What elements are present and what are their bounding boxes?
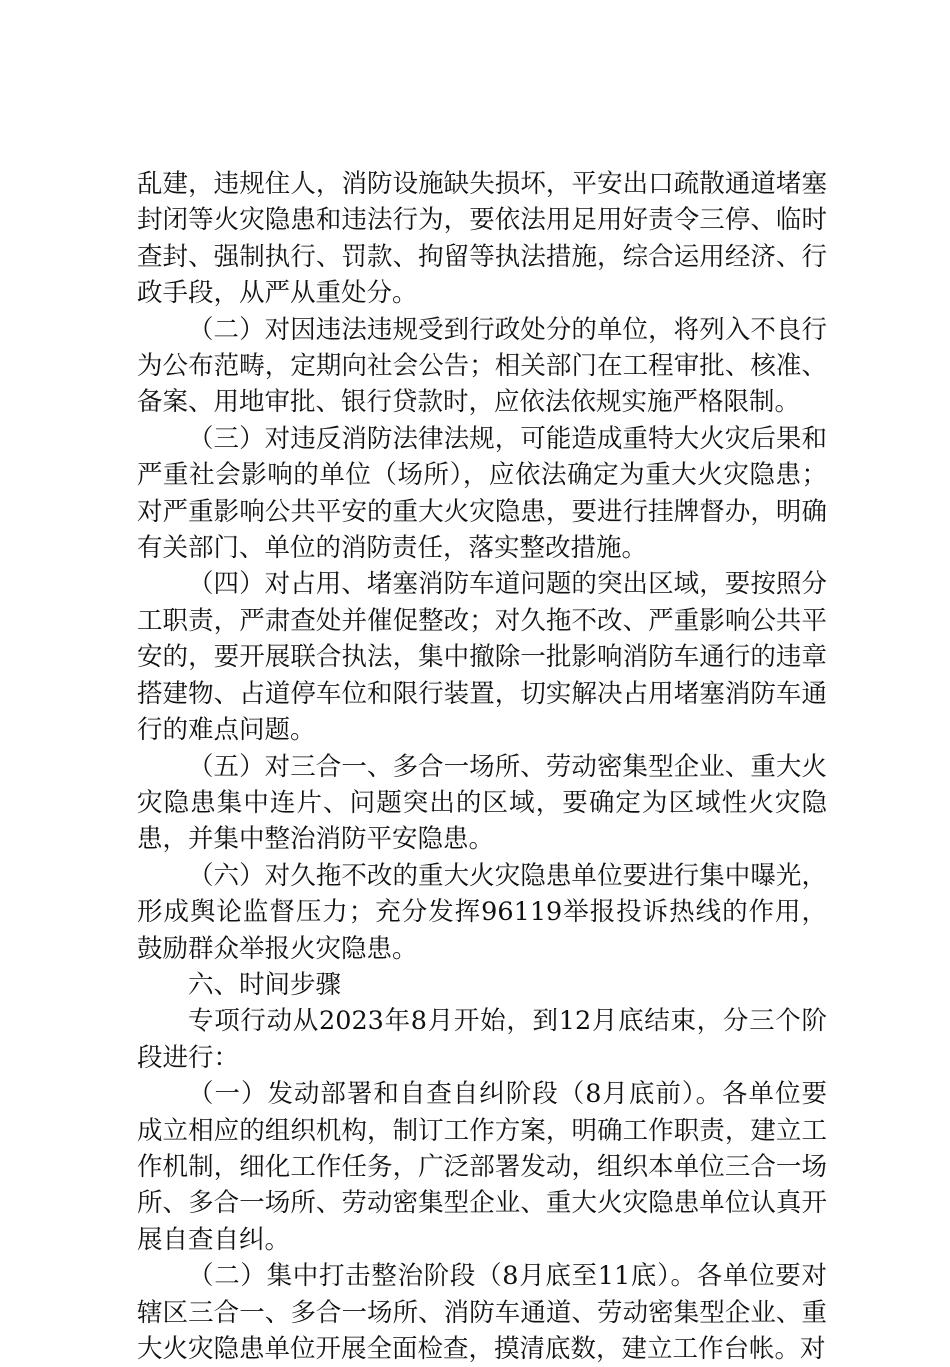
paragraph-continued: 乱建，违规住人，消防设施缺失损坏，平安出口疏散通道堵塞封闭等火灾隐患和违法行为，要依法用足用好责令三停、临时查封、强制执行、罚款、拘留等执法措施，综合运用经济、行政手段，从严从重处分。 — [137, 169, 827, 309]
paragraph-item-4: （四）对占用、堵塞消防车道问题的突出区域，要按照分工职责，严肃查处并催促整改；对久拖不改、严重影响公共平安的，要开展联合执法，集中撤除一批影响消防车通行的违章搭建物、占道停车位和限行装置，切实解决占用堵塞消防车通行的难点问题。 — [137, 569, 827, 746]
paragraph-schedule-intro: 专项行动从2023年8月开始，到12月底结束，分三个阶段进行： — [137, 1006, 827, 1073]
document-body — [137, 166, 827, 1367]
paragraph-stage-2: （二）集中打击整治阶段（8月底至11底）。各单位要对辖区三合一、多合一场所、消防车通道、劳动密集型企业、重大火灾隐患单位开展全面检查，摸清底数，建立工作台帐。对 — [137, 1261, 827, 1364]
paragraph-item-6: （六）对久拖不改的重大火灾隐患单位要进行集中曝光，形成舆论监督压力；充分发挥96119举报投诉热线的作用，鼓励群众举报火灾隐患。 — [137, 860, 827, 964]
paragraph-item-5: （五）对三合一、多合一场所、劳动密集型企业、重大火灾隐患集中连片、问题突出的区域，要确定为区域性火灾隐患，并集中整治消防平安隐患。 — [137, 751, 827, 855]
paragraph-item-3: （三）对违反消防法律法规，可能造成重特大火灾后果和严重社会影响的单位（场所），应依法确定为重大火灾隐患；对严重影响公共平安的重大火灾隐患，要进行挂牌督办，明确有关部门、单位的消防责任，落实整改措施。 — [137, 423, 827, 564]
section-heading-time-steps: 六、时间步骤 — [188, 969, 342, 1000]
paragraph-stage-1: （一）发动部署和自查自纠阶段（8月底前）。各单位要成立相应的组织机构，制订工作方案，明确工作职责，建立工作机制，细化工作任务，广泛部署发动，组织本单位三合一场所、多合一场所、劳动密集型企业、重大火灾隐患单位认真开展自查自纠。 — [137, 1079, 827, 1255]
paragraph-item-2: （二）对因违法违规受到行政处分的单位，将列入不良行为公布范畴，定期向社会公告；相关部门在工程审批、核准、备案、用地审批、银行贷款时，应依法依规实施严格限制。 — [137, 314, 827, 418]
